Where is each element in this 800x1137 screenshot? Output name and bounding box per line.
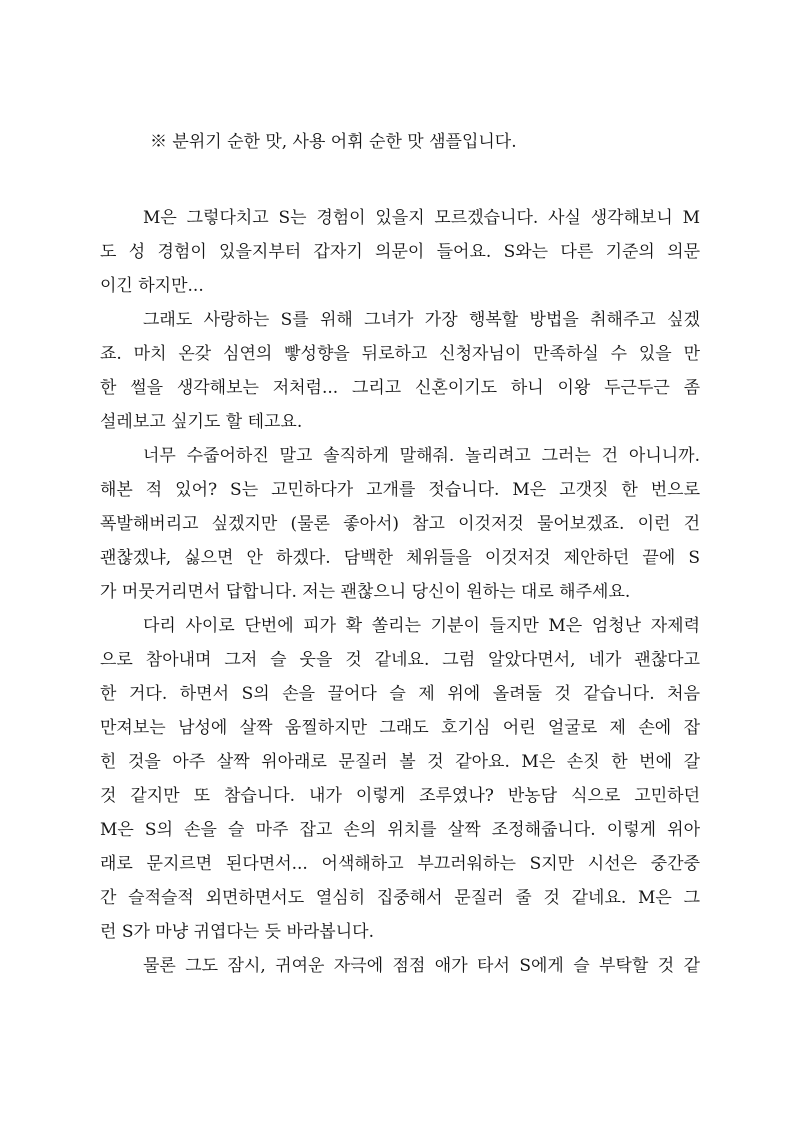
paragraph (100, 303, 700, 439)
text-line: 죠. 마치 온갖 심연의 빻성향을 뒤로하고 신청자님이 만족하실 수 있을 만 (100, 344, 700, 364)
text-line: M은 S의 손을 슬 마주 잡고 손의 위치를 살짝 조정해줍니다. 이렇게 위아 (100, 820, 700, 840)
text-line: 이긴 하지만... (100, 276, 204, 296)
document-text-block (100, 125, 700, 983)
text-line: 폭발해버리고 싶겠지만 (물론 좋아서) 참고 이것저것 물어보겠죠. 이런 건 (100, 514, 700, 534)
text-line: 도 성 경험이 있을지부터 갑자기 의문이 들어요. S와는 다른 기준의 의문 (100, 242, 700, 262)
text-line: 한 썰을 생각해보는 저처럼... 그리고 신혼이기도 하니 이왕 두근두근 좀 (100, 378, 700, 398)
text-line: 만져보는 남성에 살짝 움찔하지만 그래도 호기심 어린 얼굴로 제 손에 잡 (100, 718, 700, 738)
blank-line (100, 159, 700, 201)
text-line: 해본 적 있어? S는 고민하다가 고개를 젓습니다. M은 고갯짓 한 번으로 (100, 480, 700, 500)
text-line: 것 같지만 또 참습니다. 내가 이렇게 조루였나? 반농담 식으로 고민하던 (100, 786, 700, 806)
paragraph (100, 609, 700, 949)
paragraph (100, 439, 700, 609)
text-line: 한 거다. 하면서 S의 손을 끌어다 슬 제 위에 올려둘 것 같습니다. 처음 (100, 684, 700, 704)
text-line: 너무 수줍어하진 말고 솔직하게 말해줘. 놀리려고 그러는 건 아니니까. (143, 446, 700, 466)
text-line: 래로 문지르면 된다면서... 어색해하고 부끄러워하는 S지만 시선은 중간중 (100, 854, 700, 874)
text-line: 으로 참아내며 그저 슬 웃을 것 같네요. 그럼 알았다면서, 네가 괜찮다고 (100, 650, 700, 670)
text-line: 그래도 사랑하는 S를 위해 그녀가 가장 행복할 방법을 취해주고 싶겠 (143, 310, 700, 330)
text-line: 런 S가 마냥 귀엽다는 듯 바라봅니다. (100, 922, 374, 942)
notice-line: ※ 분위기 순한 맛, 사용 어휘 순한 맛 샘플입니다. (150, 132, 517, 152)
text-line: 물론 그도 잠시, 귀여운 자극에 점점 애가 타서 S에게 슬 부탁할 것 같 (143, 956, 700, 976)
text-line: 간 슬적슬적 외면하면서도 열심히 집중해서 문질러 줄 것 같네요. M은 그 (100, 888, 700, 908)
paragraph (100, 201, 700, 303)
text-line: 설레보고 싶기도 할 테고요. (100, 412, 303, 432)
text-line: 가 머뭇거리면서 답합니다. 저는 괜찮으니 당신이 원하는 대로 해주세요. (100, 582, 631, 602)
text-line: 힌 것을 아주 살짝 위아래로 문질러 볼 것 같아요. M은 손짓 한 번에 갈 (100, 752, 700, 772)
text-line: 다리 사이로 단번에 피가 확 쏠리는 기분이 들지만 M은 엄청난 자제력 (143, 616, 700, 636)
text-line: M은 그렇다치고 S는 경험이 있을지 모르겠습니다. 사실 생각해보니 M (143, 208, 700, 228)
text-line: 괜찮겠냐, 싫으면 안 하겠다. 담백한 체위들을 이것저것 제안하던 끝에 S (100, 548, 700, 568)
paragraph (100, 949, 700, 983)
